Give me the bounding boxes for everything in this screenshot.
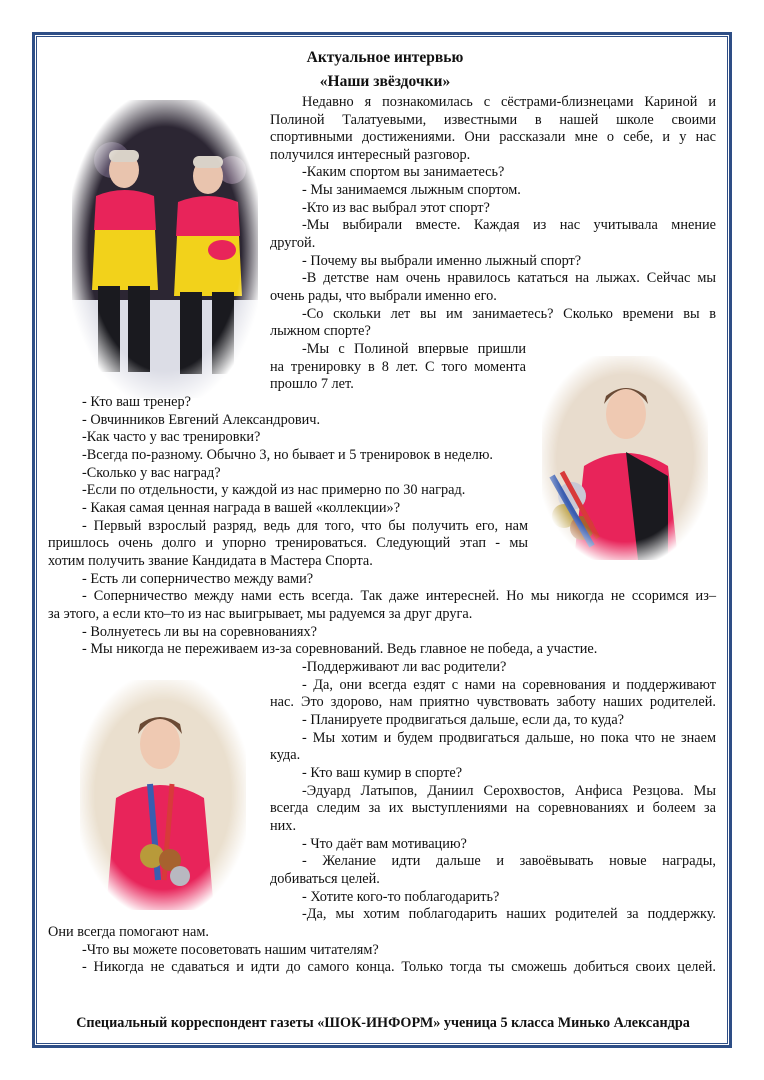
answer: - Мы хотим и будем продвигаться дальше, но пока что не знаем [302, 730, 716, 746]
photo-sister-medals-1-image [542, 356, 708, 560]
answer: всегда следим за их выступлениями на соревнованиях и болеем за [270, 800, 716, 816]
photo-twins-image [72, 100, 258, 398]
question: - Планируете продвигаться дальше, если да, то куда? [302, 712, 625, 728]
answer: очень рады, что выбрали именно его. [270, 288, 497, 304]
answer: пришлось очень долго и упорно тренироваться. Следующий этап - мы [48, 535, 528, 551]
question: - Волнуетесь ли вы на соревнованиях? [82, 624, 317, 640]
answer: - Мы занимаемся лыжным спортом. [302, 182, 521, 198]
photo-twins [72, 100, 258, 398]
question: - Какая самая ценная награда в вашей «коллекции»? [82, 500, 401, 516]
text-line: Полиной Талатуевыми, известными в нашей школе своими [270, 112, 716, 128]
answer: -Да, мы хотим поблагодарить наших родителей за поддержку. [302, 906, 716, 922]
photo-sister-medals-2-image [80, 680, 246, 910]
question: - Кто ваш тренер? [82, 394, 192, 410]
answer: - Да, они всегда ездят с нами на соревнования и поддерживают [302, 677, 716, 693]
question: -Поддерживают ли вас родители? [302, 659, 507, 675]
answer: -Если по отдельности, у каждой из нас примерно по 30 наград. [82, 482, 466, 498]
answer: -Эдуард Латыпов, Даниил Серохвостов, Анфиса Резцова. Мы [302, 783, 716, 799]
answer: -Мы с Полиной впервые пришли [302, 341, 526, 357]
answer: за этого, а если кто–то из нас выигрывает, мы радуемся за друг друга. [48, 606, 473, 622]
article-title: «Наши звёздочки» [319, 73, 451, 90]
photo-sister-medals-1 [542, 356, 708, 560]
answer: - Овчинников Евгений Александрович. [82, 412, 321, 428]
answer: -Мы выбирали вместе. Каждая из нас учитывала мнение [302, 217, 716, 233]
question: -Как часто у вас тренировки? [82, 429, 261, 445]
answer: прошло 7 лет. [270, 376, 354, 392]
question: - Почему вы выбрали именно лыжный спорт? [302, 253, 582, 269]
answer: - Желание идти дальше и завоёвывать новые награды, [302, 853, 716, 869]
question: -Со скольки лет вы им занимаетесь? Сколько времени вы в [302, 306, 716, 322]
answer: добиваться целей. [270, 871, 380, 887]
question: - Кто ваш кумир в спорте? [302, 765, 463, 781]
text-line: Недавно я познакомилась с сёстрами-близнецами Кариной и [302, 94, 716, 110]
question: -Что вы можете посоветовать нашим читателям? [82, 942, 379, 958]
answer: - Мы никогда не переживаем из-за соревнований. Ведь главное не победа, а участие. [82, 641, 598, 657]
answer: другой. [270, 235, 316, 251]
text-line: получился интересный разговор. [270, 147, 471, 163]
answer: - Первый взрослый разряд, ведь для того, что бы получить его, нам [82, 518, 528, 534]
answer: - Соперничество между нами есть всегда. Так даже интересней. Но мы никогда не ссоримся из– [82, 588, 716, 604]
text-line: спортивными достижениями. Они рассказали мне о себе, и у нас [270, 129, 716, 145]
article-category: Актуальное интервью [306, 49, 464, 66]
answer: хотим получить звание Кандидата в Мастера Спорта. [48, 553, 373, 569]
question: лыжном спорте? [270, 323, 371, 339]
answer: нас. Это здорово, нам приятно чувствовать заботу наших родителей. [270, 694, 716, 710]
answer: -Всегда по-разному. Обычно 3, но бывает и 5 тренировок в неделю. [82, 447, 493, 463]
correspondent-signature: Специальный корреспондент газеты «ШОК-ИНФОРМ» ученица 5 класса Минько Александра [76, 1015, 690, 1031]
answer: - Никогда не сдаваться и идти до самого конца. Только тогда ты сможешь добиться своих целей. [82, 959, 716, 975]
question: -Кто из вас выбрал этот спорт? [302, 200, 490, 216]
answer: них. [270, 818, 297, 834]
question: - Что даёт вам мотивацию? [302, 836, 467, 852]
answer: Они всегда помогают нам. [48, 924, 209, 940]
question: -Каким спортом вы занимаетесь? [302, 164, 505, 180]
answer: куда. [270, 747, 301, 763]
photo-sister-medals-2 [80, 680, 246, 910]
question: -Сколько у вас наград? [82, 465, 221, 481]
answer: -В детстве нам очень нравилось кататься на лыжах. Сейчас мы [302, 270, 716, 286]
question: - Хотите кого-то поблагодарить? [302, 889, 500, 905]
question: - Есть ли соперничество между вами? [82, 571, 314, 587]
answer: на тренировку в 8 лет. С того момента [270, 359, 526, 375]
